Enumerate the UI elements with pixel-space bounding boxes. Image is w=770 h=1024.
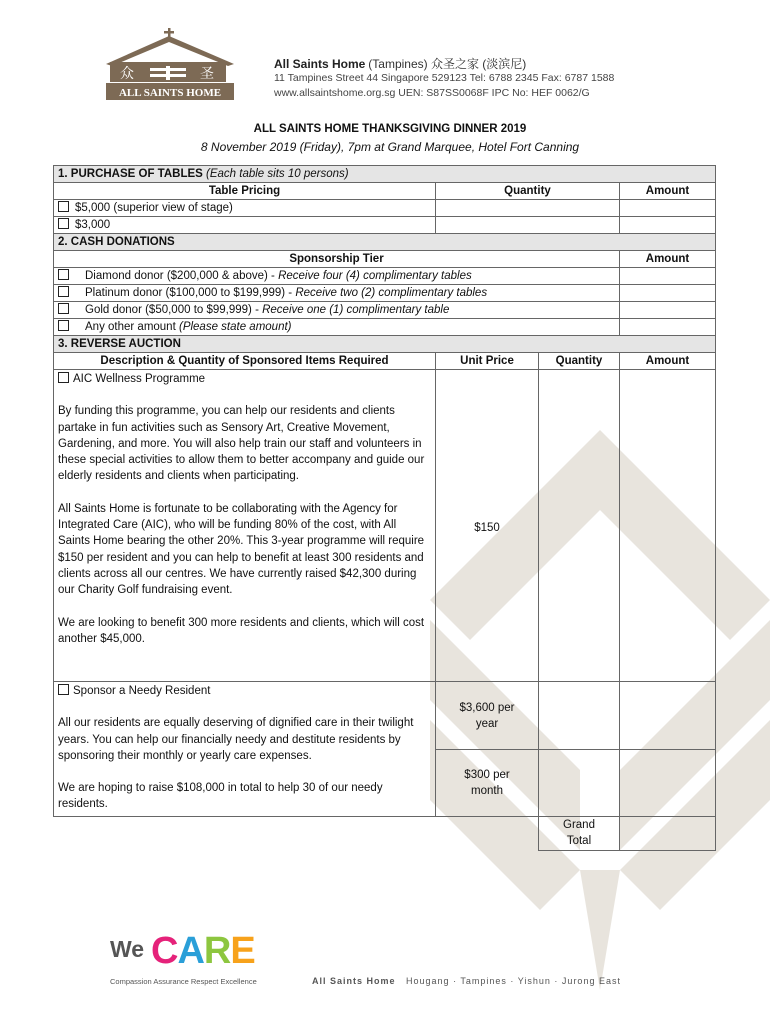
checkbox-3000[interactable] — [58, 218, 69, 229]
item-description: By funding this programme, you can help our residents and clients partake in fun activities such as Sensory Art, Creative Movement, Gardening, and more. You will also help train our staff and volunteers in these special activities to allow them to better accompany and guide our elderly residents and clients when participating. — [58, 405, 425, 483]
section-3-title: 3. REVERSE AUCTION — [54, 336, 716, 353]
amount-field[interactable] — [620, 682, 716, 750]
svg-text:ALL SAINTS HOME: ALL SAINTS HOME — [118, 87, 222, 99]
quantity-field[interactable] — [539, 370, 620, 682]
tier-note: (Please state amount) — [178, 321, 292, 333]
checkbox-5000[interactable] — [58, 201, 69, 212]
we-care-logo — [151, 930, 255, 973]
org-website-line: www.allsaintshome.org.sg UEN: S87SS0068F IPC No: HEF 0062/G — [274, 87, 590, 99]
quantity-field[interactable] — [436, 200, 620, 217]
amount-field[interactable] — [620, 268, 716, 285]
checkbox-diamond[interactable] — [58, 269, 69, 280]
checkbox-gold[interactable] — [58, 303, 69, 314]
sponsorship-form-table — [53, 165, 716, 851]
unit-price-month: $300 per month — [436, 750, 539, 817]
amount-field[interactable] — [620, 200, 716, 217]
tier-label: Any other amount — [85, 321, 179, 333]
amount-field[interactable] — [620, 302, 716, 319]
section-2-title: 2. CASH DONATIONS — [54, 234, 716, 251]
unit-price-year: $3,600 per year — [436, 682, 539, 750]
section-1-title: 1. PURCHASE OF TABLES — [58, 168, 203, 180]
quantity-field[interactable] — [539, 750, 620, 817]
checkbox-platinum[interactable] — [58, 286, 69, 297]
col-quantity: Quantity — [539, 353, 620, 370]
svg-text:众: 众 — [120, 66, 134, 82]
footer-locations: Hougang · Tampines · Yishun · Jurong East — [406, 976, 621, 986]
col-quantity: Quantity — [436, 183, 620, 200]
org-header-line — [274, 55, 526, 72]
grand-total-label: Grand Total — [539, 817, 620, 851]
table-row — [54, 285, 716, 302]
table-row — [54, 217, 716, 234]
col-table-pricing: Table Pricing — [54, 183, 436, 200]
we-care-we: We — [110, 936, 145, 962]
col-sponsorship-tier: Sponsorship Tier — [54, 251, 620, 268]
checkbox-other-amount[interactable] — [58, 320, 69, 331]
item-description: We are hoping to raise $108,000 in total to help 30 of our needy residents. — [58, 782, 383, 811]
footer-org-line — [312, 976, 621, 986]
tier-note: Receive one (1) complimentary table — [262, 304, 450, 316]
tier-note: Receive two (2) complimentary tables — [295, 287, 488, 299]
grand-total-field[interactable] — [620, 817, 716, 851]
amount-field[interactable] — [620, 370, 716, 682]
amount-field[interactable] — [620, 750, 716, 817]
amount-field[interactable] — [620, 319, 716, 336]
section-2-column-headers — [54, 251, 716, 268]
checkbox-aic-wellness[interactable] — [58, 372, 69, 383]
org-branch: (Tampines) 众圣之家 (淡滨尼) — [368, 57, 527, 71]
col-unit-price: Unit Price — [436, 353, 539, 370]
table-row — [54, 319, 716, 336]
all-saints-home-logo — [106, 28, 234, 100]
care-letter-a: A — [177, 930, 204, 972]
table-row — [54, 302, 716, 319]
item-title: Sponsor a Needy Resident — [73, 685, 211, 697]
org-address: 11 Tampines Street 44 Singapore 529123 Tel: 6788 2345 Fax: 6787 1588 — [274, 72, 615, 84]
auction-item-needy-resident-year — [54, 682, 716, 750]
care-letter-r: R — [203, 930, 231, 972]
item-description: All Saints Home is fortunate to be collaborating with the Agency for Integrated Care (AIC), who will be funding 80% of the cost, with All Saints Home bearing the other 20%. This 3-year programme will require $150 per resident and you can help to benefit at least 300 residents and clients across all our centres. We have currently raised $42,300 during our Charity Golf fundraising event. — [58, 502, 425, 597]
tier-label: Diamond donor ($200,000 & above) - — [85, 270, 279, 282]
care-letter-e: E — [230, 930, 255, 972]
org-name: All Saints Home — [274, 57, 366, 71]
footer-org: All Saints Home — [312, 976, 396, 986]
col-amount: Amount — [620, 353, 716, 370]
section-1-note: (Each table sits 10 persons) — [206, 168, 349, 180]
section-1-column-headers — [54, 183, 716, 200]
tier-note: Receive four (4) complimentary tables — [278, 270, 472, 282]
table-row — [54, 200, 716, 217]
event-title: ALL SAINTS HOME THANKSGIVING DINNER 2019 — [253, 123, 527, 135]
section-1-header — [54, 166, 716, 183]
amount-field[interactable] — [620, 285, 716, 302]
quantity-field[interactable] — [436, 217, 620, 234]
row-label: $5,000 (superior view of stage) — [75, 202, 233, 214]
care-letter-c: C — [151, 930, 178, 972]
we-care-tagline: Compassion Assurance Respect Excellence — [110, 977, 257, 986]
auction-item-aic-wellness — [54, 370, 716, 682]
grand-total-row — [54, 817, 716, 851]
item-description: We are looking to benefit 300 more residents and clients, which will cost another $45,000. — [58, 616, 425, 645]
table-row — [54, 268, 716, 285]
col-amount: Amount — [620, 251, 716, 268]
row-label: $3,000 — [75, 219, 111, 231]
section-2-header — [54, 234, 716, 251]
item-description: All our residents are equally deserving of dignified care in their twilight years. You can help our financially needy and destitute residents by sponsoring their monthly or yearly care expenses. — [58, 717, 414, 762]
amount-field[interactable] — [620, 217, 716, 234]
tier-label: Platinum donor ($100,000 to $199,999) - — [85, 287, 296, 299]
checkbox-needy-resident[interactable] — [58, 684, 69, 695]
quantity-field[interactable] — [539, 682, 620, 750]
section-3-column-headers — [54, 353, 716, 370]
tier-label: Gold donor ($50,000 to $99,999) - — [85, 304, 263, 316]
item-title: AIC Wellness Programme — [73, 373, 206, 385]
svg-text:圣: 圣 — [200, 66, 214, 82]
section-3-header — [54, 336, 716, 353]
col-amount: Amount — [620, 183, 716, 200]
event-subtitle: 8 November 2019 (Friday), 7pm at Grand Marquee, Hotel Fort Canning — [200, 140, 580, 154]
unit-price: $150 — [436, 370, 539, 682]
col-description: Description & Quantity of Sponsored Items Required — [54, 353, 436, 370]
